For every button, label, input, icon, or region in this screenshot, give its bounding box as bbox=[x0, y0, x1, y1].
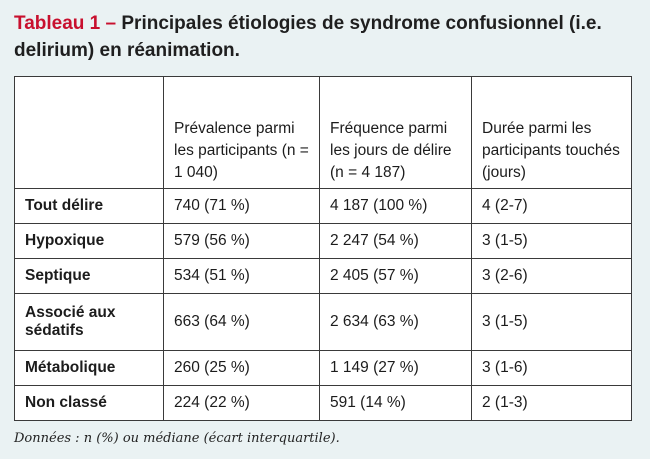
table-title bbox=[14, 10, 644, 64]
cell-prevalence: 740 (71 %) bbox=[164, 189, 320, 224]
cell-duree: 2 (1-3) bbox=[472, 386, 632, 421]
cell-frequence: 591 (14 %) bbox=[320, 386, 472, 421]
cell-prevalence: 579 (56 %) bbox=[164, 224, 320, 259]
table-row bbox=[15, 259, 632, 294]
table-title-lead: Tableau 1 – bbox=[14, 13, 117, 34]
header-duree: Durée parmi les participants touchés (jours) bbox=[472, 77, 632, 189]
cell-prevalence: 663 (64 %) bbox=[164, 294, 320, 351]
cell-frequence: 2 247 (54 %) bbox=[320, 224, 472, 259]
table-row bbox=[15, 351, 632, 386]
cell-prevalence: 224 (22 %) bbox=[164, 386, 320, 421]
table-header-row bbox=[15, 77, 632, 189]
cell-frequence: 2 405 (57 %) bbox=[320, 259, 472, 294]
cell-duree: 3 (1-5) bbox=[472, 224, 632, 259]
table-title-text: Principales étiologies de syndrome confusionnel (i.e. delirium) en réanimation. bbox=[14, 13, 602, 61]
row-label: Septique bbox=[15, 259, 164, 294]
cell-duree: 3 (2-6) bbox=[472, 259, 632, 294]
table-row bbox=[15, 224, 632, 259]
row-label: Hypoxique bbox=[15, 224, 164, 259]
row-label: Tout délire bbox=[15, 189, 164, 224]
cell-duree: 4 (2-7) bbox=[472, 189, 632, 224]
header-empty bbox=[15, 77, 164, 189]
cell-frequence: 4 187 (100 %) bbox=[320, 189, 472, 224]
table-row bbox=[15, 189, 632, 224]
header-prevalence: Prévalence parmi les participants (n = 1 040) bbox=[164, 77, 320, 189]
row-label: Non classé bbox=[15, 386, 164, 421]
cell-frequence: 2 634 (63 %) bbox=[320, 294, 472, 351]
cell-duree: 3 (1-5) bbox=[472, 294, 632, 351]
header-frequence: Fréquence parmi les jours de délire (n = 4 187) bbox=[320, 77, 472, 189]
cell-frequence: 1 149 (27 %) bbox=[320, 351, 472, 386]
row-label: Associé aux sédatifs bbox=[15, 294, 164, 351]
row-label: Métabolique bbox=[15, 351, 164, 386]
table-row bbox=[15, 294, 632, 351]
cell-prevalence: 534 (51 %) bbox=[164, 259, 320, 294]
cell-duree: 3 (1-6) bbox=[472, 351, 632, 386]
etiologies-table bbox=[14, 76, 632, 421]
table-row bbox=[15, 386, 632, 421]
cell-prevalence: 260 (25 %) bbox=[164, 351, 320, 386]
table-footnote: Données : n (%) ou médiane (écart interquartile). bbox=[14, 431, 340, 446]
